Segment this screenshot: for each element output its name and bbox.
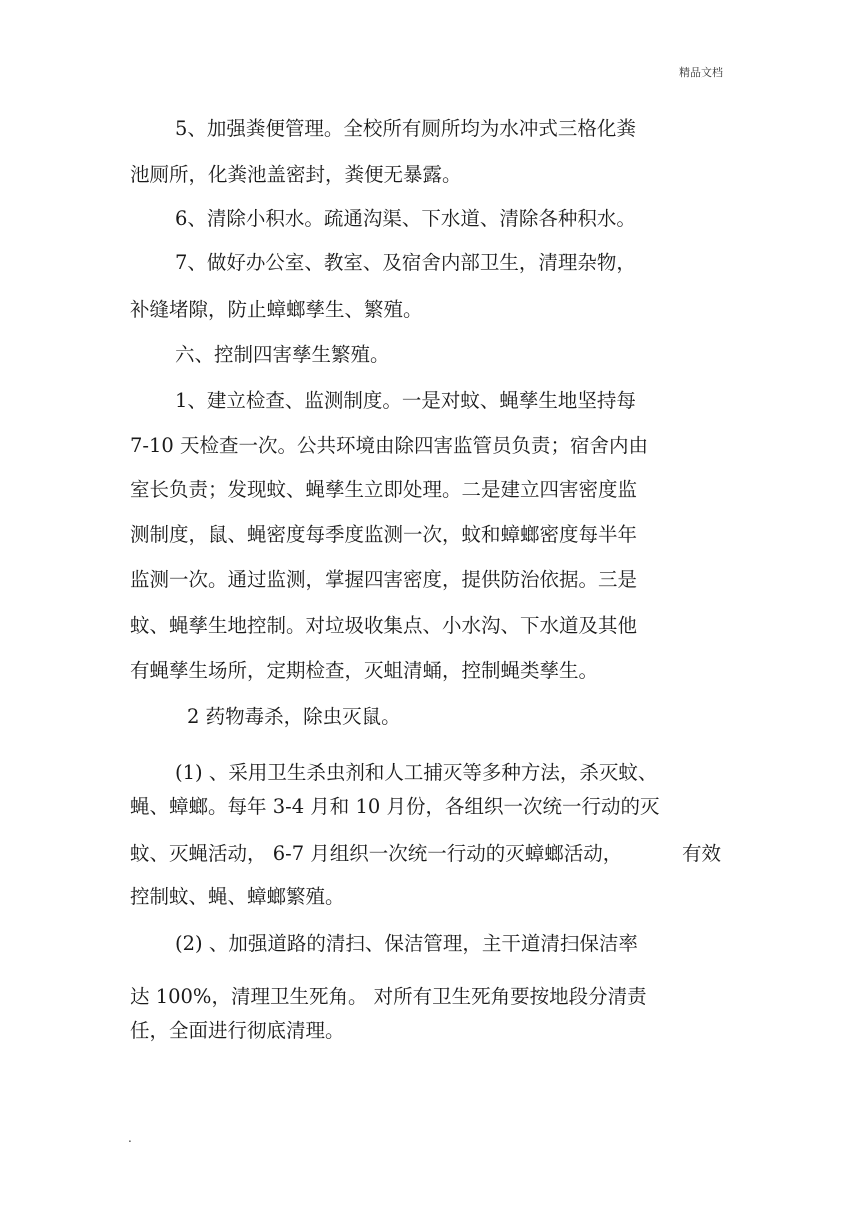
text-line: 7、做好办公室、教室、及宿舍内部卫生，清理杂物， — [175, 251, 636, 274]
section-heading: 六、控制四害孳生繁殖。 — [175, 343, 390, 366]
text-line: 达 100%，清理卫生死角。 对所有卫生死角要按地段分清责 — [130, 985, 647, 1008]
text-line: 蚊、蝇孳生地控制。对垃圾收集点、小水沟、下水道及其他 — [130, 614, 638, 637]
subsection-heading: 2 药物毒杀，除虫灭鼠。 — [187, 705, 401, 728]
text-line: 蚊、灭蝇活动， 6-7 月组织一次统一行动的灭蟑螂活动， — [130, 842, 623, 865]
text-line: 池厕所，化粪池盖密封，粪便无暴露。 — [130, 163, 462, 186]
text-line: 监测一次。通过监测，掌握四害密度，提供防治依据。三是 — [130, 568, 638, 591]
footer-dot: . — [128, 1131, 132, 1145]
page-header-label: 精品文档 — [679, 66, 723, 79]
text-line: 1、建立检查、监测制度。一是对蚊、蝇孳生地坚持每 — [175, 389, 636, 412]
text-line: 6、清除小积水。疏通沟渠、下水道、清除各种积水。 — [175, 207, 636, 230]
text-line: 补缝堵隙，防止蟑螂孳生、繁殖。 — [130, 298, 423, 321]
text-line: (1) 、采用卫生杀虫剂和人工捕灭等多种方法，杀灭蚊、 — [175, 761, 658, 784]
text-line: 有蝇孳生场所，定期检查，灭蛆清蛹，控制蝇类孳生。 — [130, 659, 599, 682]
text-line: 测制度，鼠、蝇密度每季度监测一次，蚊和蟑螂密度每半年 — [130, 523, 638, 546]
text-line-tail: 有效 — [682, 842, 722, 865]
text-line: 5、加强粪便管理。全校所有厕所均为水冲式三格化粪 — [175, 117, 636, 140]
text-line: 蝇、蟑螂。每年 3-4 月和 10 月份，各组织一次统一行动的灭 — [130, 795, 660, 818]
text-line: 室长负责；发现蚊、蝇孳生立即处理。二是建立四害密度监 — [130, 478, 638, 501]
text-line: 控制蚊、蝇、蟑螂繁殖。 — [130, 885, 345, 908]
text-line: 7-10 天检查一次。公共环境由除四害监管员负责；宿舍内由 — [130, 434, 649, 457]
text-line: (2) 、加强道路的清扫、保洁管理，主干道清扫保洁率 — [175, 932, 638, 955]
text-line: 任，全面进行彻底清理。 — [130, 1019, 345, 1042]
